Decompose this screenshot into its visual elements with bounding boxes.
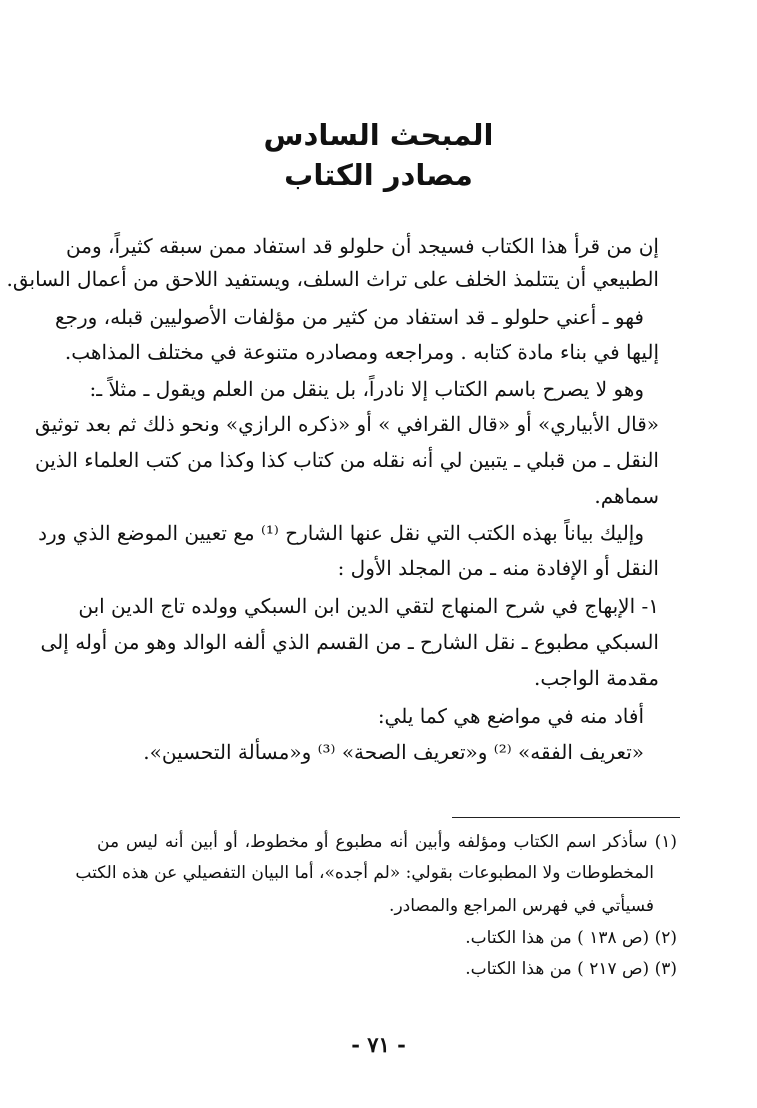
footnote-line: (١) سأذكر اسم الكتاب ومؤلفه وأبين أنه مطبوع أو مخطوط، أو أبين أنه ليس من xyxy=(97,832,677,852)
section-subtitle: مصادر الكتاب xyxy=(284,158,473,192)
section-title: المبحث السادس xyxy=(263,118,494,152)
footnote-line: (٢) (ص ١٣٨ ) من هذا الكتاب. xyxy=(465,928,677,948)
paragraph-line: النقل أو الإفادة منه ـ من المجلد الأول : xyxy=(337,556,659,580)
paragraph-line: النقل ـ من قبلي ـ يتبين لي أنه نقله من كتاب كذا وكذا من كتب العلماء الذين xyxy=(34,448,659,472)
paragraph-line: فهو ـ أعني حلولو ـ قد استفاد من كثير من مؤلفات الأصوليين قبله، ورجع xyxy=(54,305,644,329)
paragraph-line: إن من قرأ هذا الكتاب فسيجد أن حلولو قد استفاد ممن سبقه كثيراً، ومن xyxy=(66,234,659,258)
footnote-divider xyxy=(452,817,680,818)
paragraph-line: الطبيعي أن يتتلمذ الخلف على تراث السلف، ويستفيد اللاحق من أعمال السابق. xyxy=(6,267,659,291)
footnote-line: فسيأتي في فهرس المراجع والمصادر. xyxy=(389,896,654,916)
footnote-line: المخطوطات ولا المطبوعات بقولي: «لم أجده»، أما البيان التفصيلي عن هذه الكتب xyxy=(75,863,654,883)
paragraph-line: السبكي مطبوع ـ نقل الشارح ـ من القسم الذي ألفه الوالد وهو من أوله إلى xyxy=(40,630,659,654)
paragraph-line: إليها في بناء مادة كتابه . ومراجعه ومصادره متنوعة في مختلف المذاهب. xyxy=(64,340,659,364)
paragraph-line: سماهم. xyxy=(594,484,659,508)
paragraph-line: وإليك بياناً بهذه الكتب التي نقل عنها الشارح ⁽¹⁾ مع تعيين الموضع الذي ورد xyxy=(38,521,644,545)
paragraph-line: «تعريف الفقه» ⁽²⁾ و«تعريف الصحة» ⁽³⁾ و«مسألة التحسين». xyxy=(143,740,644,764)
paragraph-line: أفاد منه في مواضع هي كما يلي: xyxy=(377,704,644,728)
footnote-line: (٣) (ص ٢١٧ ) من هذا الكتاب. xyxy=(465,959,677,979)
paragraph-line: ١- الإبهاج في شرح المنهاج لتقي الدين ابن السبكي وولده تاج الدين ابن xyxy=(78,594,659,618)
paragraph-line: وهو لا يصرح باسم الكتاب إلا نادراً، بل ينقل من العلم ويقول ـ مثلاً ـ: xyxy=(89,377,644,401)
paragraph-line: «قال الأبياري» أو «قال القرافي » أو «ذكره الرازي» ونحو ذلك ثم بعد توثيق xyxy=(34,412,659,436)
page-number: - ٧١ - xyxy=(351,1032,406,1057)
paragraph-line: مقدمة الواجب. xyxy=(533,666,659,690)
